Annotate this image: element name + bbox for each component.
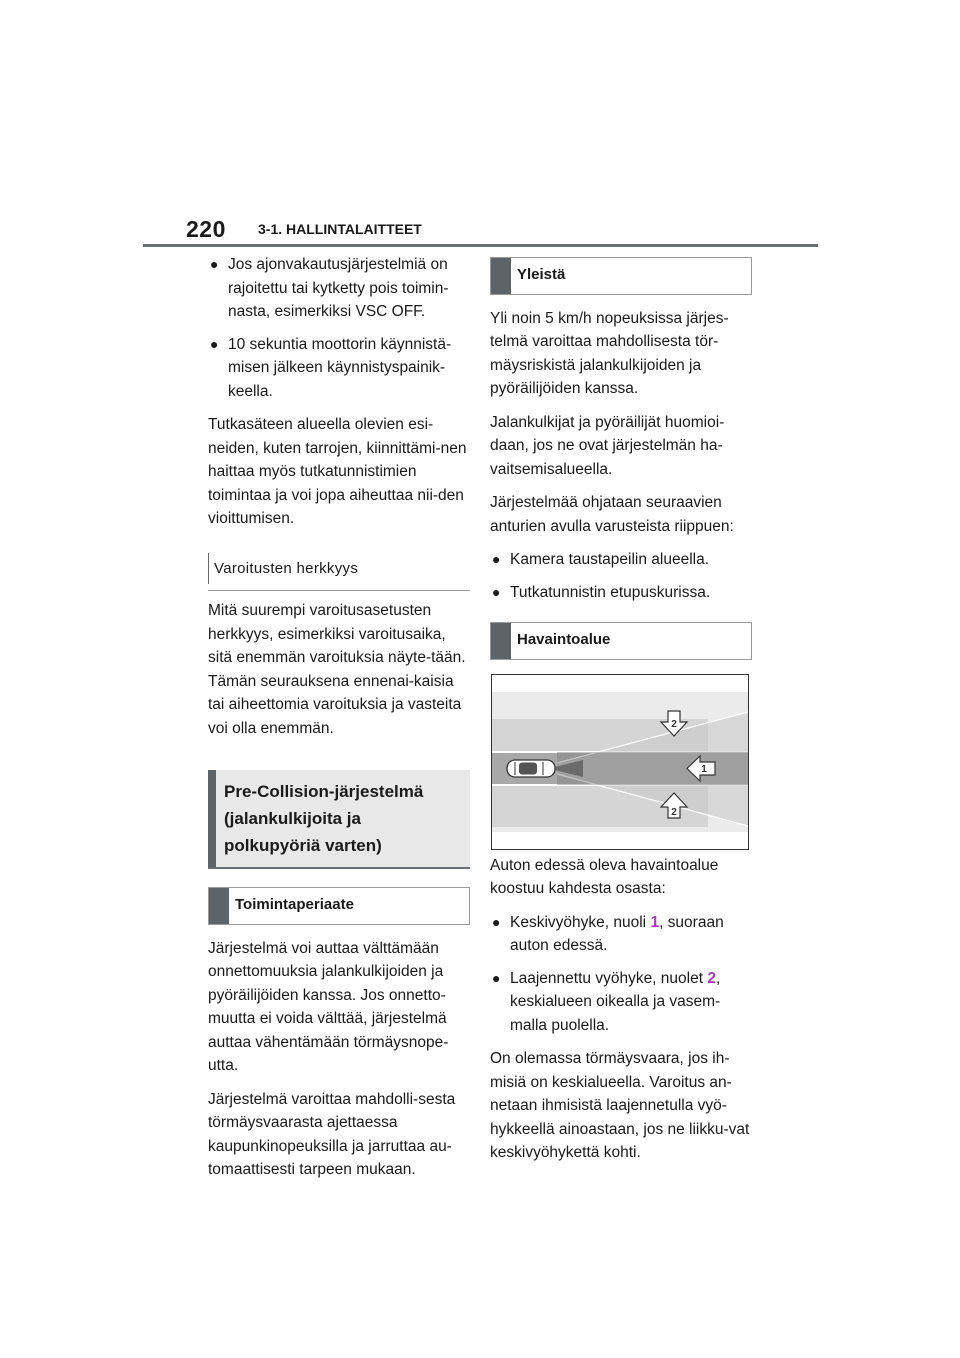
arrow-reference: 2: [707, 969, 716, 987]
bullet-icon: ●: [492, 913, 501, 930]
subheading-warning-sensitivity: Varoitusten herkkyys: [208, 549, 470, 592]
paragraph: Tutkasäteen alueella olevien esi-neiden, kuten tarrojen, kiinnittämi-nen haittaa myös tutkatunnistimien toimintaa ja voi jopa aiheuttaa nii-den vioittumisen.: [208, 416, 467, 527]
car-icon: [507, 760, 555, 777]
arrow-reference: 1: [650, 913, 660, 931]
list-item: [490, 967, 752, 1038]
bullet-icon: ●: [210, 335, 219, 352]
sensor-list: [490, 548, 752, 604]
zone-text-before: Keskivyöhyke, nuoli: [510, 913, 651, 931]
bullet-icon: ●: [492, 551, 501, 567]
arrow-label: 2: [671, 718, 677, 730]
page-number: 220: [186, 216, 226, 242]
paragraph: Järjestelmää ohjataan seuraavien anturien avulla varusteista riippuen:: [490, 494, 734, 535]
list-item: [208, 253, 470, 324]
list-item-text: Jos ajonvakautusjärjestelmiä on rajoitettu tai kytketty pois toimin-nasta, esimerkiksi VSC OFF.: [228, 256, 449, 320]
bullet-icon: ●: [492, 969, 501, 986]
paragraph: On olemassa törmäysvaara, jos ih-misiä on keskialueella. Varoitus an-netaan ihmisistä laajennetulla vyö-hykkeellä ainoastaan, jos ne liikku-vat keskivyöhykettä kohti.: [490, 1050, 750, 1161]
header-divider: [143, 244, 818, 247]
bullet-icon: ●: [210, 256, 219, 272]
list-item: [490, 548, 752, 572]
zone-list: [490, 911, 752, 1038]
right-column: [490, 257, 752, 1175]
list-item: [208, 333, 470, 404]
section-title: Pre-Collision-järjestelmä (jalankulkijoita ja polkupyöriä varten): [208, 770, 470, 869]
center-detection-zone: [557, 752, 748, 785]
left-column: [208, 253, 470, 1192]
list-item-text: Kamera taustapeilin alueella.: [510, 551, 710, 568]
arrow-label: 1: [701, 763, 707, 775]
list-item-text: 10 sekuntia moottorin käynnistä-misen jälkeen käynnistyspainik-keella.: [228, 335, 452, 400]
bullet-icon: ●: [492, 583, 501, 600]
arrow-label: 2: [671, 806, 677, 818]
paragraph: Yli noin 5 km/h nopeuksissa järjes-telmä varoittaa mahdollisesta tör-mäysriskistä jalankulkijoiden ja pyöräilijöiden kanssa.: [490, 309, 729, 397]
chapter-title: 3-1. HALLINTALAITTEET: [258, 221, 422, 237]
list-item: [490, 581, 752, 605]
detection-area-diagram: [491, 674, 749, 850]
list-item-text: Tutkatunnistin etupuskurissa.: [510, 583, 711, 601]
list-item: [490, 911, 752, 958]
label-detection-area: Havaintoalue: [490, 622, 752, 660]
zone-text-before: Laajennettu vyöhyke, nuolet: [510, 969, 708, 987]
paragraph: Mitä suurempi varoitusasetusten herkkyys, esimerkiksi varoitusaika, sitä enemmän varoituksia näyte-tään. Tämän seurauksena ennenai-kaisia tai aiheettomia varoituksia ja vasteita voi olla enemmän.: [208, 602, 466, 737]
zone-text-after: , suoraan auton edessä.: [510, 913, 724, 954]
label-operating-principle: Toimintaperiaate: [208, 887, 470, 925]
condition-list: [208, 253, 470, 403]
label-general: Yleistä: [490, 257, 752, 295]
zone-text-after: , keskialueen oikealla ja vasem-malla puolella.: [510, 969, 721, 1034]
paragraph: Järjestelmä varoittaa mahdolli-sesta törmäysvaarasta ajettaessa kaupunkinopeuksilla ja jarruttaa au-tomaattisesti tarpeen mukaan.: [208, 1090, 456, 1178]
paragraph: Järjestelmä voi auttaa välttämään onnettomuuksia jalankulkijoiden ja pyöräilijöiden kanssa. Jos onnetto-muutta ei voida välttää, järjestelmä auttaa vähentämään törmäysnope-utta.: [208, 939, 449, 1074]
paragraph: Jalankulkijat ja pyöräilijät huomioi-daan, jos ne ovat järjestelmän ha-vaitsemisalueella.: [490, 413, 725, 478]
paragraph: Auton edessä oleva havaintoalue koostuu kahdesta osasta:: [490, 856, 719, 897]
